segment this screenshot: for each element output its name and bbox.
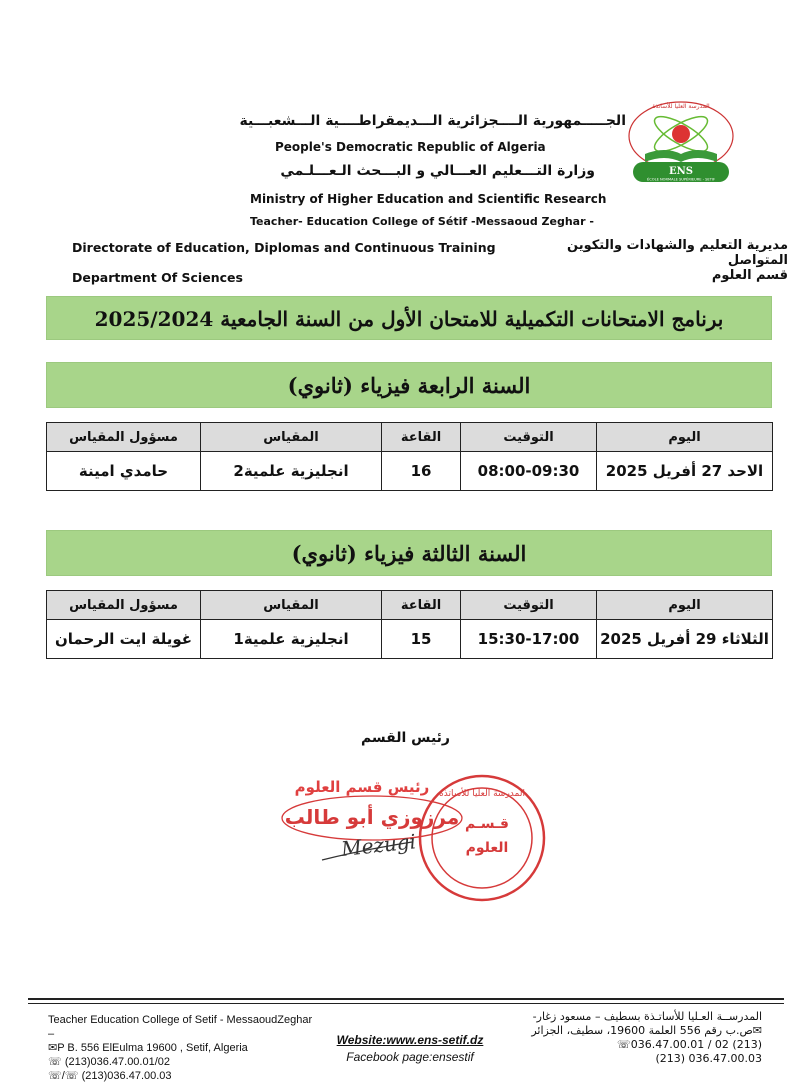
ens-logo (625, 96, 737, 188)
department-english: Department Of Sciences (72, 270, 243, 285)
seal-middle-text-1: قـسـم (465, 816, 509, 832)
svg-text:المدرسة العليا للأساتذة: المدرسة العليا للأساتذة (652, 103, 710, 110)
department-arabic: قسم العلوم (711, 268, 788, 283)
official-stamp (262, 760, 562, 910)
footer-address-arabic: ✉ص.ب رقم 556 العلمة 19600، سطيف، الجزائر (531, 1024, 762, 1037)
col-responsible: مسؤول المقياس (47, 591, 201, 620)
col-module: المقياس (201, 591, 382, 620)
cell-room: 16 (382, 452, 461, 491)
footer-fax-arabic: (213) 036.47.00.03 (655, 1052, 762, 1065)
col-day: اليوم (597, 423, 773, 452)
fax-icon: ☏/☏ (48, 1070, 82, 1082)
website-link[interactable]: Website:www.ens-setif.dz (336, 1033, 484, 1047)
footer-phone-arabic: ☏036.47.00.01 / 02 (213) (616, 1038, 762, 1051)
table-header-row (47, 591, 773, 620)
col-room: القاعة (382, 423, 461, 452)
footer-address: ✉P B. 556 ElEulma 19600 , Setif, Algeria (48, 1042, 248, 1054)
cell-day: الاحد 27 أفريل 2025 (597, 452, 773, 491)
schedule-table-fourth-year (46, 422, 773, 491)
col-module: المقياس (201, 423, 382, 452)
cell-module: انجليزية علمية2 (201, 452, 382, 491)
table-row (47, 620, 773, 659)
cell-day: الثلاثاء 29 أفريل 2025 (597, 620, 773, 659)
cell-responsible: غويلة ايت الرحمان (47, 620, 201, 659)
stamp-title: رئيس قسم العلوم (294, 778, 430, 796)
footer-center (330, 1032, 490, 1066)
seal-middle-text-2: العلوم (465, 840, 509, 856)
col-time: التوقيت (461, 591, 597, 620)
phone-icon: ☏ (48, 1056, 65, 1068)
cell-time: 15:30-17:00 (461, 620, 597, 659)
col-responsible: مسؤول المقياس (47, 423, 201, 452)
table-row (47, 452, 773, 491)
cell-responsible: حامدي امينة (47, 452, 201, 491)
col-room: القاعة (382, 591, 461, 620)
handwritten-signature: Mezugi (340, 829, 418, 861)
mail-icon: ✉ (752, 1024, 762, 1037)
footer-fax: ☏/☏ (213)036.47.00.03 (48, 1070, 172, 1082)
col-day: اليوم (597, 591, 773, 620)
logo-text: ENS (669, 166, 693, 177)
footer-college: Teacher Education College of Setif - MessaoudZeghar – (48, 1014, 313, 1040)
college-english: Teacher- Education College of Sétif -Messaoud Zeghar - (250, 215, 594, 228)
section-heading-fourth-year: السنة الرابعة فيزياء (ثانوي) (46, 362, 772, 408)
footer-divider-thin (28, 1003, 784, 1004)
footer-left (48, 1013, 318, 1083)
republic-arabic: الجـــــمهورية الــــجزائرية الـــديمقراطــــية الـــشعبـــية (239, 113, 626, 129)
republic-english: People's Democratic Republic of Algeria (275, 140, 546, 154)
directorate-english: Directorate of Education, Diplomas and Continuous Training (72, 240, 496, 255)
schedule-title: برنامج الامتحانات التكميلية للامتحان الأول من السنة الجامعية 2025/2024 (46, 296, 772, 340)
footer-divider (28, 998, 784, 1000)
col-time: التوقيت (461, 423, 597, 452)
facebook-link[interactable]: Facebook page:ensestif (346, 1050, 474, 1064)
footer-college-arabic: المدرســة العـليا للأساتـذة بسطيف – مسعود زغار- (532, 1010, 762, 1023)
cell-module: انجليزية علمية1 (201, 620, 382, 659)
signatory-name: مرزوزي أبو طالب (284, 805, 460, 829)
footer-right (500, 1010, 762, 1066)
footer-phone: ☏ (213)036.47.00.01/02 (48, 1056, 171, 1068)
cell-room: 15 (382, 620, 461, 659)
mail-icon: ✉ (48, 1042, 58, 1054)
seal-top-text: المدرسة العليا للأساتذة (439, 789, 525, 799)
ministry-english: Ministry of Higher Education and Scientific Research (250, 192, 607, 206)
section-heading-third-year: السنة الثالثة فيزياء (ثانوي) (46, 530, 772, 576)
logo-subtext: ÉCOLE NORMALE SUPÉRIEURE - SETIF (646, 177, 716, 182)
ministry-arabic: وزارة التـــعليم العـــالي و البـــحث الـعـــلـمي (280, 163, 595, 179)
table-header-row (47, 423, 773, 452)
department-head-label: رئيس القسم (360, 730, 450, 746)
cell-time: 08:00-09:30 (461, 452, 597, 491)
schedule-table-third-year (46, 590, 773, 659)
directorate-arabic: مديرية التعليم والشهادات والتكوين المتواصل (567, 238, 788, 268)
phone-icon: ☏ (616, 1038, 631, 1051)
